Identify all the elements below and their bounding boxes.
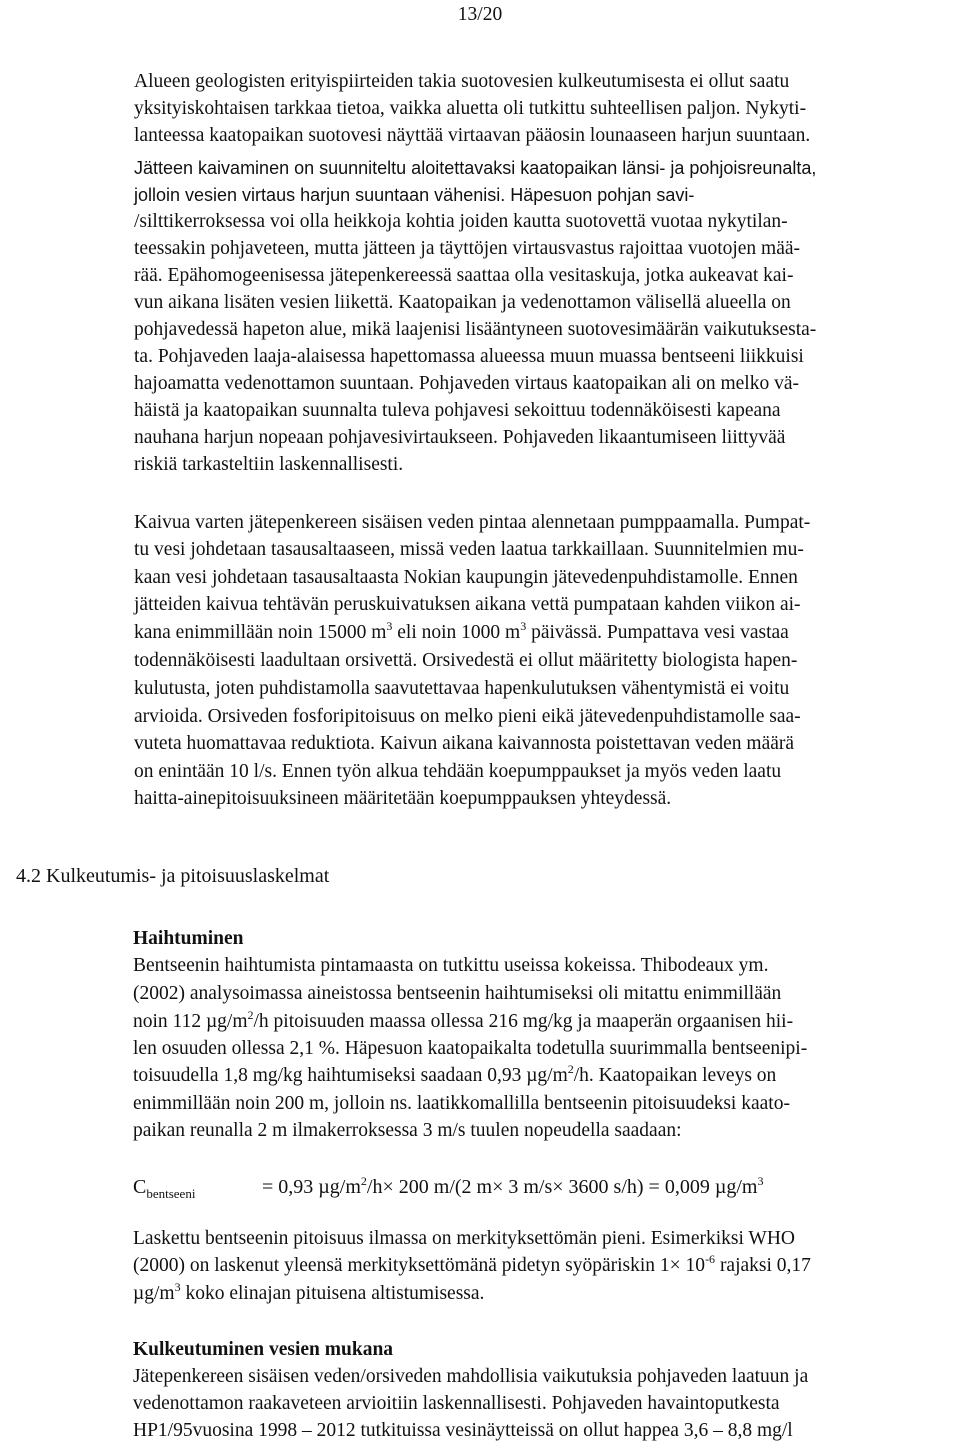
text-span: koko elinajan pituisena altistumisessa. — [180, 1283, 485, 1304]
superscript: 3 — [386, 619, 393, 633]
text-line: kaan vesi johdetaan tasausaltaasta Nokian kaupungin jätevedenpuhdistamolle. Ennen — [134, 567, 798, 588]
subheading-evaporation: Haihtuminen — [133, 928, 244, 949]
subheading-transport: Kulkeutuminen vesien mukana — [133, 1339, 394, 1360]
text-line: haitta-ainepitoisuuksineen määritetään koepumppauksen yhteydessä. — [134, 788, 672, 809]
text-span: eli noin 1000 m — [392, 622, 521, 643]
text-line: paikan reunalla 2 m ilmakerroksessa 3 m/s tuulen nopeudella saadaan: — [133, 1120, 682, 1141]
text-span: päivässä. Pumpattava vesi vastaa — [526, 622, 789, 643]
text-line: Alueen geologisten erityispiirteiden takia suotovesien kulkeutumisesta ei ollut saatu — [134, 71, 790, 92]
text-line: kulutusta, joten puhdistamolla saavutettavaa hapenkulutuksen vähentymistä ei voitu — [134, 678, 790, 699]
superscript: 2 — [360, 1174, 367, 1188]
superscript: -6 — [705, 1252, 716, 1266]
text-span: kana enimmillään noin 15000 m — [134, 622, 387, 643]
text-line: häistä ja kaatopaikan suunnalta tuleva pohjavesi sekoittuu todennäköisesti kapeana — [134, 400, 781, 421]
superscript: 3 — [174, 1280, 181, 1294]
text-line: Laskettu bentseenin pitoisuus ilmassa on merkityksettömän pieni. Esimerkiksi WHO — [133, 1228, 796, 1249]
text-line — [133, 1009, 793, 1035]
superscript: 3 — [520, 619, 527, 633]
text-line — [133, 1253, 811, 1279]
text-line: todennäköisesti laadultaan orsivettä. Orsivedestä ei ollut määritetty biologista hapen- — [134, 650, 798, 671]
text-line: vun aikana lisäten vesien liikettä. Kaatopaikan ja vedenottamon välisellä alueella on — [134, 292, 791, 313]
text-line — [133, 1063, 776, 1089]
text-line: /silttikerroksessa voi olla heikkoja kohtia joiden kautta suotovettä vuotaa nykytilan- — [134, 211, 788, 232]
text-line: Jätteen kaivaminen on suunniteltu aloitettavaksi kaatopaikan länsi- ja pohjoisreunalta, — [134, 158, 817, 178]
text-line: yksityiskohtaisen tarkkaa tietoa, vaikka aluetta oli tutkittu suhteellisen paljon. Nykyti- — [134, 98, 807, 119]
text-line: Kaivua varten jätepenkereen sisäisen veden pintaa alennetaan pumppaamalla. Pumpat- — [134, 512, 811, 533]
text-line: HP1/95vuosina 1998 – 2012 tutkituissa vesinäytteissä on ollut happea 3,6 – 8,8 mg/l — [133, 1420, 793, 1441]
section-heading: 4.2 Kulkeutumis- ja pitoisuuslaskelmat — [16, 865, 330, 887]
text-line: Jätepenkereen sisäisen veden/orsiveden mahdollisia vaikutuksia pohjaveden laatuun ja — [133, 1366, 809, 1387]
formula-variable — [133, 1172, 195, 1202]
text-line — [133, 1281, 484, 1307]
text-line: riskiä tarkasteltiin laskennallisesti. — [134, 454, 404, 475]
text-line: Bentseenin haihtumista pintamaasta on tutkittu useissa kokeissa. Thibodeaux ym. — [133, 955, 769, 976]
text-span: rajaksi 0,17 — [715, 1255, 811, 1276]
text-line: tu vesi johdetaan tasausaltaaseen, missä veden laatua tarkkaillaan. Suunnitelmien mu- — [134, 539, 804, 560]
text-line: teessakin pohjaveteen, mutta jätteen ja täyttöjen virtausvastus rajoittaa vuotojen mää- — [134, 238, 801, 259]
text-span: /h. Kaatopaikan leveys on — [573, 1065, 777, 1086]
text-span: /h× 200 m/(2 m× 3 m/s× 3600 s/h) = 0,009 µg/m — [366, 1176, 758, 1198]
text-span: /h pitoisuuden maassa ollessa 216 mg/kg ja maaperän orgaanisen hii- — [253, 1011, 794, 1032]
formula-expression — [262, 1172, 763, 1202]
formula-symbol: C — [133, 1176, 147, 1198]
superscript: 3 — [757, 1174, 764, 1188]
text-span: toisuudella 1,8 mg/kg haihtumiseksi saadaan 0,93 µg/m — [133, 1065, 568, 1086]
text-line: vuteta huomattavaa reduktiota. Kaivun aikana kaivannosta poistettavan veden määrä — [134, 733, 795, 754]
text-line: len osuuden ollessa 2,1 %. Häpesuon kaatopaikalta todetulla suurimmalla bentseenipi- — [133, 1038, 808, 1059]
text-line: jätteiden kaivua tehtävän peruskuivatuksen aikana vettä pumpataan kahden viikon ai- — [134, 594, 801, 615]
text-line: enimmillään noin 200 m, jolloin ns. laatikkomallilla bentseenin pitoisuudeksi kaato- — [133, 1093, 790, 1114]
superscript: 2 — [247, 1008, 254, 1022]
text-line: arvioida. Orsiveden fosforipitoisuus on melko pieni eikä jätevedenpuhdistamolle saa- — [134, 706, 801, 727]
text-span: µg/m — [133, 1283, 175, 1304]
text-line: ta. Pohjaveden laaja-alaisessa hapettomassa alueessa muun muassa bentseeni liikkuisi — [134, 346, 804, 367]
subscript: bentseeni — [146, 1186, 196, 1201]
text-span: noin 112 µg/m — [133, 1011, 248, 1032]
text-line — [134, 620, 789, 646]
text-line: jolloin vesien virtaus harjun suuntaan vähenisi. Häpesuon pohjan savi- — [134, 185, 695, 205]
text-line: (2002) analysoimassa aineistossa bentseenin haihtumiseksi oli mitattu enimmillään — [133, 983, 782, 1004]
text-line: rää. Epähomogeenisessa jätepenkereessä saattaa olla vesitaskuja, jotka aukeavat kai- — [134, 265, 794, 286]
text-line: vedenottamon raakaveteen arvioitiin laskennallisesti. Pohjaveden havaintoputkesta — [133, 1393, 780, 1414]
text-span: = 0,93 µg/m — [262, 1176, 361, 1198]
text-line: hajoamatta vedenottamon suuntaan. Pohjaveden virtaus kaatopaikan ali on melko vä- — [134, 373, 799, 394]
text-line: on enintään 10 l/s. Ennen työn alkua tehdään koepumppaukset ja myös veden laatu — [134, 761, 782, 782]
page-number: 13/20 — [457, 4, 503, 25]
text-line: nauhana harjun nopeaan pohjavesivirtaukseen. Pohjaveden likaantumiseen liittyvää — [134, 427, 786, 448]
text-line: pohjavedessä hapeton alue, mikä laajenisi lisääntyneen suotovesimäärän vaikutuksesta- — [134, 319, 817, 340]
text-span: (2000) on laskenut yleensä merkityksettömänä pidetyn syöpäriskin 1× 10 — [133, 1255, 706, 1276]
text-line: lanteessa kaatopaikan suotovesi näyttää virtaavan pääosin lounaaseen harjun suuntaan. — [134, 125, 811, 146]
superscript: 2 — [567, 1062, 574, 1076]
